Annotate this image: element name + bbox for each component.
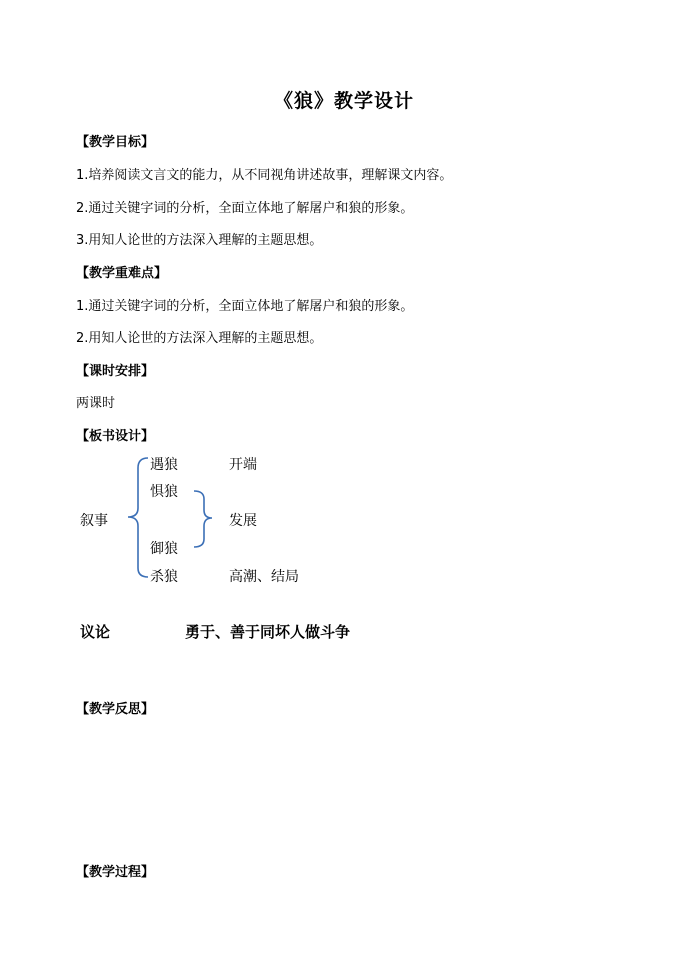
board-main-brace: [128, 458, 148, 577]
board-heading: 【板书设计】: [76, 429, 155, 444]
schedule-text: 两课时: [76, 396, 116, 411]
board-phase-climax: 高潮、结局: [229, 569, 299, 585]
objective-item-2: 2.通过关键字词的分析，全面立体地了解屠户和狼的形象。: [76, 201, 414, 216]
board-discussion-text: 勇于、善于同坏人做斗争: [185, 623, 351, 641]
board-stage-kill: 杀狼: [150, 569, 178, 585]
board-phase-development: 发展: [229, 513, 257, 529]
board-stage-resist: 御狼: [150, 541, 178, 557]
schedule-heading: 【课时安排】: [76, 364, 155, 379]
objectives-heading: 【教学目标】: [76, 135, 155, 150]
board-discussion-label: 议论: [80, 623, 111, 641]
reflection-heading: 【教学反思】: [76, 702, 155, 717]
board-narrative-label: 叙事: [80, 513, 108, 529]
key-point-item-2: 2.用知人论世的方法深入理解的主题思想。: [76, 331, 323, 346]
board-stage-meet: 遇狼: [150, 457, 178, 473]
key-points-heading: 【教学重难点】: [76, 266, 168, 281]
key-point-item-1: 1.通过关键字词的分析，全面立体地了解屠户和狼的形象。: [76, 299, 414, 314]
board-phase-beginning: 开端: [229, 457, 257, 473]
board-group-brace: [194, 491, 212, 547]
objective-item-1: 1.培养阅读文言文的能力，从不同视角讲述故事，理解课文内容。: [76, 168, 453, 183]
objective-item-3: 3.用知人论世的方法深入理解的主题思想。: [76, 233, 323, 248]
document-title: 《狼》教学设计: [273, 90, 414, 112]
process-heading: 【教学过程】: [76, 865, 155, 880]
board-stage-fear: 惧狼: [150, 484, 178, 500]
